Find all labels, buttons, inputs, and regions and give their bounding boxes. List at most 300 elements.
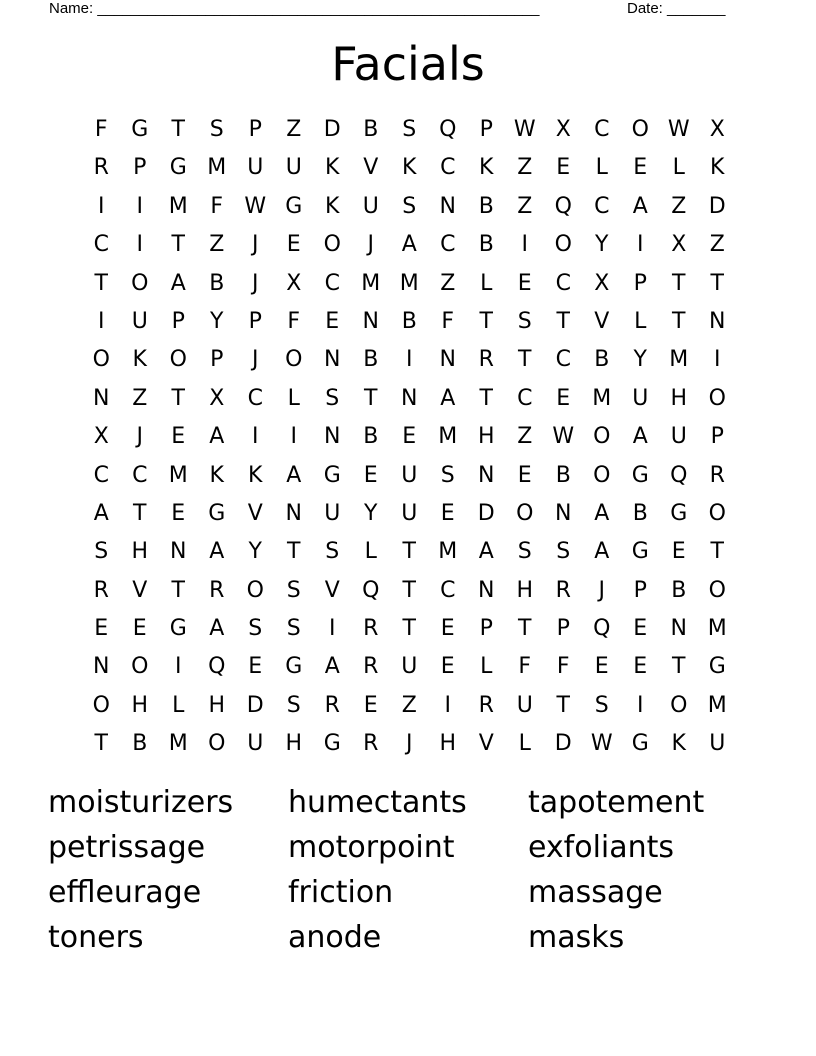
grid-letter: F bbox=[287, 308, 301, 334]
grid-letter: A bbox=[594, 539, 610, 565]
grid-letter: O bbox=[92, 347, 110, 373]
grid-letter: A bbox=[209, 424, 225, 450]
grid-letter: K bbox=[402, 155, 417, 181]
grid-letter: W bbox=[244, 193, 267, 219]
grid-letter: E bbox=[517, 462, 532, 488]
grid-letter: F bbox=[210, 193, 224, 219]
grid-letter: B bbox=[594, 347, 610, 373]
grid-letter: K bbox=[132, 347, 147, 373]
grid-letter: Z bbox=[709, 232, 725, 258]
grid-letter: I bbox=[252, 424, 259, 450]
grid-letter: B bbox=[363, 117, 379, 142]
grid-letter: L bbox=[672, 155, 685, 181]
grid-letter: T bbox=[171, 577, 185, 603]
grid-letter: E bbox=[594, 654, 609, 680]
grid-letter: L bbox=[364, 539, 377, 565]
grid-letter: V bbox=[132, 577, 148, 603]
grid-letter: I bbox=[637, 232, 644, 258]
grid-letter: U bbox=[401, 654, 418, 680]
grid-letter: O bbox=[708, 577, 726, 603]
grid-letter: U bbox=[632, 385, 649, 411]
grid-letter: L bbox=[287, 385, 300, 411]
grid-letter: P bbox=[633, 577, 647, 603]
grid-letter: T bbox=[171, 232, 185, 258]
grid-letter: B bbox=[209, 270, 225, 296]
grid-letter: T bbox=[171, 117, 185, 142]
grid-letter: Z bbox=[517, 424, 533, 450]
grid-letter: N bbox=[170, 539, 187, 565]
grid-letter: T bbox=[402, 616, 416, 642]
grid-letter: T bbox=[710, 270, 724, 296]
grid-letter: I bbox=[444, 692, 451, 718]
grid-letter: E bbox=[671, 539, 686, 565]
grid-letter: S bbox=[325, 385, 340, 411]
grid-letter: J bbox=[367, 232, 374, 258]
grid-letter: F bbox=[556, 654, 570, 680]
grid-letter: O bbox=[323, 232, 341, 258]
grid-letter: R bbox=[363, 616, 379, 642]
grid-letter: P bbox=[210, 347, 224, 373]
grid-letter: N bbox=[362, 308, 379, 334]
grid-letter: T bbox=[287, 539, 301, 565]
grid-letter: N bbox=[439, 347, 456, 373]
grid-letter: T bbox=[402, 539, 416, 565]
grid-letter: B bbox=[363, 424, 379, 450]
grid-letter: K bbox=[325, 155, 340, 181]
grid-letter: I bbox=[136, 193, 143, 219]
grid-letter: Q bbox=[593, 616, 611, 642]
grid-letter: L bbox=[480, 270, 493, 296]
grid-letter: T bbox=[672, 654, 686, 680]
grid-letter: N bbox=[670, 616, 687, 642]
grid-letter: E bbox=[171, 424, 186, 450]
grid-letter: L bbox=[480, 654, 493, 680]
grid-letter: B bbox=[132, 731, 148, 757]
grid-letter: T bbox=[556, 308, 570, 334]
grid-letter: M bbox=[168, 462, 188, 488]
grid-letter: W bbox=[590, 731, 613, 757]
grid-letter: P bbox=[479, 616, 493, 642]
grid-letter: M bbox=[707, 692, 727, 718]
grid-letter: M bbox=[592, 385, 612, 411]
grid-letter: U bbox=[401, 500, 418, 526]
grid-letter: E bbox=[633, 155, 648, 181]
grid-letter: P bbox=[171, 308, 185, 334]
grid-letter: S bbox=[402, 193, 417, 219]
grid-letter: I bbox=[329, 616, 336, 642]
grid-letter: M bbox=[438, 539, 458, 565]
word-bank-item: effleurage bbox=[48, 875, 202, 910]
grid-letter: N bbox=[285, 500, 302, 526]
grid-letter: C bbox=[247, 385, 263, 411]
grid-letter: H bbox=[439, 731, 457, 757]
grid-letter: T bbox=[518, 616, 532, 642]
grid-letter: G bbox=[169, 155, 187, 181]
grid-letter: A bbox=[324, 654, 340, 680]
page-title: Facials bbox=[331, 37, 485, 91]
grid-letter: Y bbox=[595, 232, 609, 258]
grid-letter: L bbox=[172, 692, 185, 718]
grid-letter: S bbox=[286, 577, 301, 603]
grid-letter: R bbox=[478, 692, 494, 718]
grid-letter: I bbox=[175, 654, 182, 680]
grid-letter: Y bbox=[364, 500, 378, 526]
grid-letter: S bbox=[402, 117, 417, 142]
grid-letter: G bbox=[631, 731, 649, 757]
word-bank-item: moisturizers bbox=[48, 785, 234, 820]
grid-letter: R bbox=[324, 692, 340, 718]
grid-letter: P bbox=[633, 270, 647, 296]
grid-letter: N bbox=[401, 385, 418, 411]
grid-letter: Q bbox=[554, 193, 572, 219]
grid-letter: U bbox=[401, 462, 418, 488]
grid-letter: K bbox=[710, 155, 725, 181]
grid-letter: T bbox=[133, 500, 147, 526]
grid-letter: I bbox=[637, 692, 644, 718]
grid-letter: R bbox=[363, 731, 379, 757]
grid-letter: E bbox=[363, 462, 378, 488]
grid-letter: V bbox=[594, 308, 610, 334]
grid-letter: I bbox=[136, 232, 143, 258]
grid-letter: E bbox=[402, 424, 417, 450]
grid-letter: B bbox=[401, 308, 417, 334]
grid-letter: S bbox=[286, 692, 301, 718]
grid-letter: E bbox=[363, 692, 378, 718]
grid-letter: A bbox=[632, 193, 648, 219]
grid-letter: S bbox=[594, 692, 609, 718]
word-bank-item: petrissage bbox=[48, 830, 206, 865]
grid-letter: N bbox=[478, 462, 495, 488]
grid-letter: C bbox=[555, 270, 571, 296]
grid-letter: E bbox=[440, 616, 455, 642]
grid-letter: A bbox=[594, 500, 610, 526]
grid-letter: T bbox=[479, 385, 493, 411]
grid-letter: P bbox=[133, 155, 147, 181]
grid-letter: I bbox=[406, 347, 413, 373]
grid-letter: F bbox=[94, 117, 108, 142]
grid-letter: W bbox=[513, 117, 536, 142]
grid-letter: U bbox=[324, 500, 341, 526]
grid-letter: H bbox=[477, 424, 495, 450]
grid-letter: X bbox=[594, 270, 610, 296]
grid-letter: O bbox=[208, 731, 226, 757]
grid-letter: G bbox=[323, 462, 341, 488]
grid-letter: C bbox=[440, 232, 456, 258]
word-bank-item: tapotement bbox=[528, 785, 705, 820]
grid-letter: I bbox=[98, 193, 105, 219]
grid-letter: N bbox=[709, 308, 726, 334]
grid-letter: N bbox=[439, 193, 456, 219]
grid-letter: E bbox=[171, 500, 186, 526]
grid-letter: M bbox=[707, 616, 727, 642]
grid-letter: P bbox=[556, 616, 570, 642]
grid-letter: X bbox=[93, 424, 109, 450]
grid-letter: O bbox=[516, 500, 534, 526]
grid-letter: H bbox=[131, 692, 149, 718]
grid-letter: W bbox=[667, 117, 690, 142]
grid-letter: K bbox=[479, 155, 494, 181]
grid-letter: A bbox=[478, 539, 494, 565]
grid-letter: U bbox=[285, 155, 302, 181]
grid-letter: U bbox=[670, 424, 687, 450]
grid-letter: X bbox=[671, 232, 687, 258]
grid-letter: J bbox=[406, 731, 413, 757]
grid-letter: C bbox=[517, 385, 533, 411]
grid-letter: E bbox=[517, 270, 532, 296]
grid-letter: C bbox=[324, 270, 340, 296]
grid-letter: U bbox=[247, 731, 264, 757]
grid-letter: S bbox=[517, 539, 532, 565]
grid-letter: I bbox=[714, 347, 721, 373]
grid-letter: N bbox=[478, 577, 495, 603]
grid-letter: C bbox=[555, 347, 571, 373]
grid-letter: T bbox=[672, 308, 686, 334]
grid-letter: K bbox=[325, 193, 340, 219]
grid-letter: E bbox=[440, 654, 455, 680]
grid-letter: S bbox=[209, 117, 224, 142]
grid-letter: E bbox=[633, 616, 648, 642]
grid-letter: U bbox=[131, 308, 148, 334]
grid-letter: E bbox=[286, 232, 301, 258]
grid-letter: C bbox=[93, 232, 109, 258]
grid-letter: Y bbox=[248, 539, 262, 565]
grid-letter: P bbox=[479, 117, 493, 142]
grid-letter: C bbox=[440, 155, 456, 181]
grid-letter: X bbox=[286, 270, 302, 296]
grid-letter: O bbox=[708, 500, 726, 526]
grid-letter: G bbox=[323, 731, 341, 757]
grid-letter: U bbox=[709, 731, 726, 757]
grid-letter: M bbox=[168, 193, 188, 219]
grid-letter: N bbox=[555, 500, 572, 526]
grid-letter: M bbox=[669, 347, 689, 373]
grid-letter: A bbox=[93, 500, 109, 526]
grid-letter: E bbox=[325, 308, 340, 334]
grid-letter: M bbox=[438, 424, 458, 450]
grid-letter: Z bbox=[286, 117, 302, 142]
grid-letter: M bbox=[399, 270, 419, 296]
grid-letter: E bbox=[248, 654, 263, 680]
grid-letter: G bbox=[131, 117, 149, 142]
grid-letter: B bbox=[555, 462, 571, 488]
grid-letter: G bbox=[708, 654, 726, 680]
grid-letter: E bbox=[633, 654, 648, 680]
letter-grid bbox=[82, 111, 737, 764]
grid-letter: N bbox=[93, 654, 110, 680]
grid-letter: I bbox=[521, 232, 528, 258]
grid-letter: O bbox=[246, 577, 264, 603]
grid-letter: X bbox=[709, 117, 725, 142]
grid-letter: T bbox=[672, 270, 686, 296]
grid-letter: I bbox=[290, 424, 297, 450]
grid-letter: E bbox=[94, 616, 109, 642]
grid-letter: D bbox=[477, 500, 495, 526]
grid-letter: A bbox=[170, 270, 186, 296]
grid-letter: Z bbox=[132, 385, 148, 411]
name-field-label: Name: _____________________________________________________ bbox=[49, 0, 540, 17]
grid-letter: T bbox=[710, 539, 724, 565]
grid-letter: Y bbox=[633, 347, 647, 373]
grid-letter: R bbox=[209, 577, 225, 603]
grid-letter: Z bbox=[209, 232, 225, 258]
grid-letter: V bbox=[478, 731, 494, 757]
grid-letter: B bbox=[632, 500, 648, 526]
grid-letter: O bbox=[131, 654, 149, 680]
grid-letter: A bbox=[286, 462, 302, 488]
word-bank bbox=[48, 780, 768, 960]
grid-letter: X bbox=[555, 117, 571, 142]
grid-letter: A bbox=[209, 539, 225, 565]
grid-letter: S bbox=[94, 539, 109, 565]
grid-letter: O bbox=[131, 270, 149, 296]
grid-letter: O bbox=[169, 347, 187, 373]
grid-letter: V bbox=[363, 155, 379, 181]
grid-letter: R bbox=[478, 347, 494, 373]
grid-letter: L bbox=[595, 155, 608, 181]
grid-letter: U bbox=[362, 193, 379, 219]
grid-letter: H bbox=[285, 731, 303, 757]
grid-letter: L bbox=[518, 731, 531, 757]
word-bank-item: toners bbox=[48, 920, 144, 955]
grid-letter: S bbox=[325, 539, 340, 565]
word-bank-item: humectants bbox=[288, 785, 467, 820]
grid-letter: O bbox=[593, 462, 611, 488]
grid-letter: H bbox=[131, 539, 149, 565]
grid-letter: J bbox=[598, 577, 605, 603]
grid-letter: J bbox=[252, 232, 259, 258]
grid-letter: G bbox=[285, 654, 303, 680]
grid-letter: E bbox=[556, 385, 571, 411]
date-field-label: Date: _______ bbox=[627, 0, 726, 17]
grid-letter: Z bbox=[517, 193, 533, 219]
grid-letter: H bbox=[208, 692, 226, 718]
grid-letter: I bbox=[98, 308, 105, 334]
grid-letter: C bbox=[594, 193, 610, 219]
grid-letter: O bbox=[708, 385, 726, 411]
word-bank-item: masks bbox=[528, 920, 625, 955]
grid-letter: G bbox=[670, 500, 688, 526]
grid-letter: C bbox=[93, 462, 109, 488]
grid-letter: L bbox=[634, 308, 647, 334]
grid-letter: S bbox=[440, 462, 455, 488]
grid-letter: G bbox=[208, 500, 226, 526]
grid-letter: A bbox=[401, 232, 417, 258]
grid-letter: O bbox=[670, 692, 688, 718]
grid-letter: T bbox=[479, 308, 493, 334]
grid-letter: G bbox=[631, 539, 649, 565]
grid-letter: S bbox=[286, 616, 301, 642]
grid-letter: P bbox=[248, 117, 262, 142]
grid-letter: M bbox=[207, 155, 227, 181]
header-line bbox=[49, 0, 749, 20]
grid-letter: E bbox=[440, 500, 455, 526]
grid-letter: Z bbox=[440, 270, 456, 296]
grid-letter: B bbox=[363, 347, 379, 373]
grid-letter: R bbox=[93, 577, 109, 603]
grid-letter: K bbox=[248, 462, 263, 488]
grid-letter: V bbox=[324, 577, 340, 603]
grid-letter: Q bbox=[439, 117, 457, 142]
grid-letter: O bbox=[593, 424, 611, 450]
grid-letter: O bbox=[631, 117, 649, 142]
grid-letter: T bbox=[556, 692, 570, 718]
grid-letter: U bbox=[516, 692, 533, 718]
grid-letter: D bbox=[708, 193, 726, 219]
grid-letter: T bbox=[518, 347, 532, 373]
word-bank-item: exfoliants bbox=[528, 830, 675, 865]
grid-letter: K bbox=[671, 731, 686, 757]
grid-letter: B bbox=[478, 232, 494, 258]
grid-letter: A bbox=[440, 385, 456, 411]
grid-letter: J bbox=[136, 424, 143, 450]
grid-letter: T bbox=[94, 731, 108, 757]
grid-letter: G bbox=[631, 462, 649, 488]
grid-letter: G bbox=[285, 193, 303, 219]
grid-letter: D bbox=[246, 692, 264, 718]
grid-letter: R bbox=[93, 155, 109, 181]
grid-letter: H bbox=[516, 577, 534, 603]
word-bank-item: friction bbox=[288, 875, 394, 910]
grid-letter: R bbox=[709, 462, 725, 488]
grid-letter: N bbox=[324, 347, 341, 373]
grid-letter: N bbox=[93, 385, 110, 411]
grid-letter: Q bbox=[208, 654, 226, 680]
grid-letter: R bbox=[555, 577, 571, 603]
grid-letter: U bbox=[247, 155, 264, 181]
grid-letter: B bbox=[478, 193, 494, 219]
grid-letter: T bbox=[364, 385, 378, 411]
grid-letter: C bbox=[594, 117, 610, 142]
grid-letter: M bbox=[168, 731, 188, 757]
grid-letter: S bbox=[556, 539, 571, 565]
grid-letter: Q bbox=[670, 462, 688, 488]
grid-letter: T bbox=[94, 270, 108, 296]
grid-letter: F bbox=[518, 654, 532, 680]
grid-letter: X bbox=[209, 385, 225, 411]
grid-letter: W bbox=[552, 424, 575, 450]
grid-letter: O bbox=[554, 232, 572, 258]
grid-letter: T bbox=[402, 577, 416, 603]
grid-letter: H bbox=[670, 385, 688, 411]
word-bank-item: motorpoint bbox=[288, 830, 455, 865]
grid-letter: D bbox=[323, 117, 341, 142]
grid-letter: S bbox=[248, 616, 263, 642]
grid-letter: C bbox=[132, 462, 148, 488]
word-bank-item: massage bbox=[528, 875, 663, 910]
grid-letter: P bbox=[710, 424, 724, 450]
grid-letter: M bbox=[361, 270, 381, 296]
grid-letter: Y bbox=[210, 308, 224, 334]
grid-letter: P bbox=[248, 308, 262, 334]
grid-letter: G bbox=[169, 616, 187, 642]
grid-letter: R bbox=[363, 654, 379, 680]
grid-letter: C bbox=[440, 577, 456, 603]
word-bank-item: anode bbox=[288, 920, 382, 955]
grid-letter: Z bbox=[401, 692, 417, 718]
grid-letter: T bbox=[171, 385, 185, 411]
grid-letter: J bbox=[252, 347, 259, 373]
grid-letter: K bbox=[209, 462, 224, 488]
grid-letter: Q bbox=[362, 577, 380, 603]
grid-letter: E bbox=[556, 155, 571, 181]
grid-letter: A bbox=[209, 616, 225, 642]
grid-letter: E bbox=[132, 616, 147, 642]
grid-letter: O bbox=[285, 347, 303, 373]
grid-letter: J bbox=[252, 270, 259, 296]
grid-letter: Z bbox=[671, 193, 687, 219]
grid-letter: A bbox=[632, 424, 648, 450]
grid-letter: O bbox=[92, 692, 110, 718]
